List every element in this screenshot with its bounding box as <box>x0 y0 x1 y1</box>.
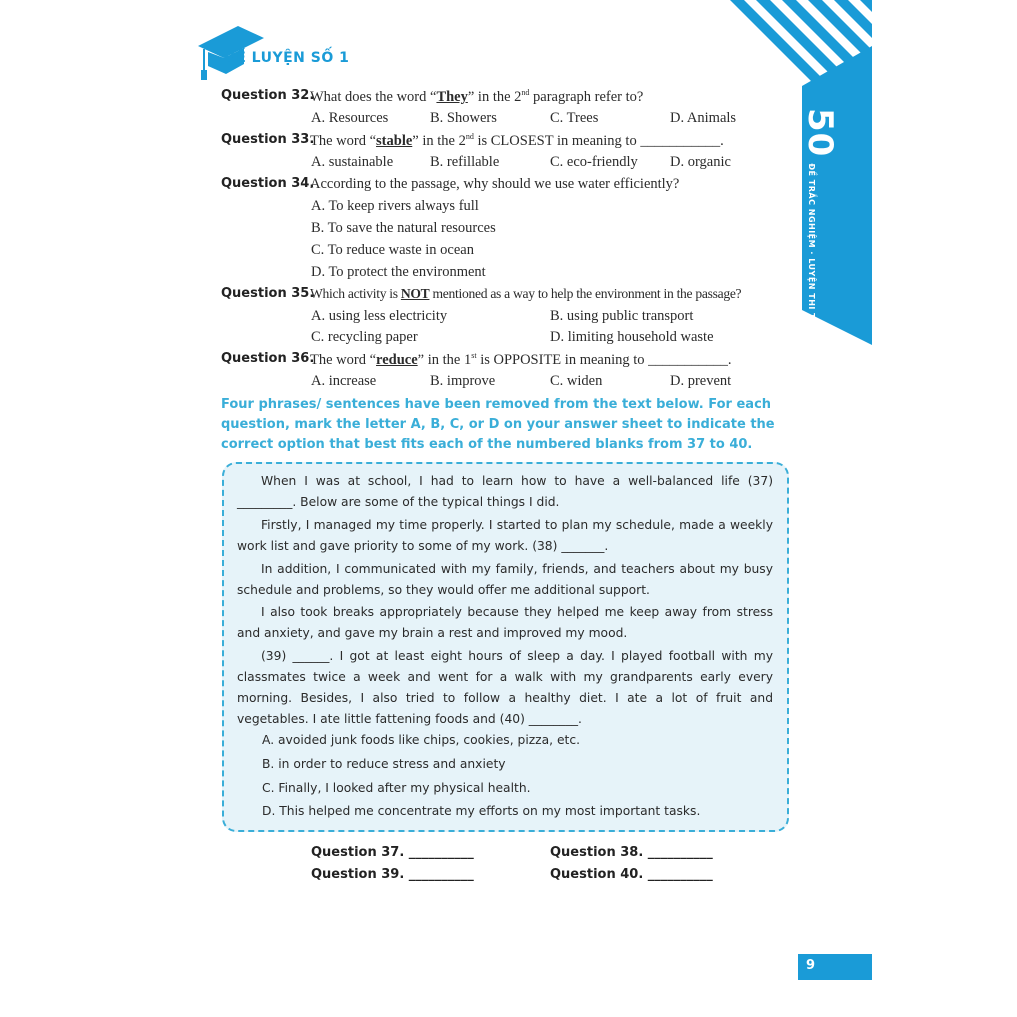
option-d: D. prevent <box>670 373 732 389</box>
page-number-tab <box>798 954 872 980</box>
section-header <box>196 22 366 84</box>
series-number: 50 <box>800 108 840 158</box>
option-b: B. using public transport <box>550 308 694 324</box>
passage-option-b: B. in order to reduce stress and anxiety <box>262 757 506 771</box>
option-d: D. organic <box>670 154 731 170</box>
series-title <box>800 108 846 429</box>
question-text: Which activity is NOT mentioned as a way to help the environment in the passage? <box>310 286 742 301</box>
option-d: D. To protect the environment <box>311 264 486 280</box>
question-number: Question 35. <box>221 286 315 301</box>
answer-38[interactable]: Question 38. __________ <box>550 845 713 860</box>
option-a: A. Resources <box>311 110 389 126</box>
option-c: C. eco-friendly <box>550 154 638 170</box>
option-a: A. sustainable <box>311 154 394 170</box>
question-text: The word “reduce” in the 1st is OPPOSITE in meaning to ___________. <box>310 351 732 368</box>
passage-paragraph-5: (39) ______. I got at least eight hours of sleep a day. I played football with my classmates twice a week and went for a walk with my grandparents early every morning. Besides, I also tried to follow a healthy diet. I ate a lot of fruit and vegetables. I ate little fattening foods and (40) ________. <box>237 649 773 726</box>
option-c: C. Trees <box>550 110 599 126</box>
option-c: C. widen <box>550 373 603 389</box>
question-number: Question 34. <box>221 176 315 191</box>
passage-option-c: C. Finally, I looked after my physical health. <box>262 781 531 795</box>
passage-option-d: D. This helped me concentrate my efforts on my most important tasks. <box>262 804 701 818</box>
section-instruction: Four phrases/ sentences have been removed from the text below. For each question, mark the letter A, B, C, or D on your answer sheet to indicate the correct option that best fits each of the numbered blanks from 37 to 40. <box>221 397 775 452</box>
option-c: C. To reduce waste in ocean <box>311 242 474 258</box>
passage-paragraph-3: In addition, I communicated with my family, friends, and teachers about my busy schedule and problems, so they would offer me additional support. <box>237 562 773 597</box>
passage-paragraph-4: I also took breaks appropriately because they helped me keep away from stress and anxiety, and gave my brain a rest and improved my mood. <box>237 605 773 640</box>
question-number: Question 32. <box>221 88 315 103</box>
page-number: 9 <box>806 958 816 973</box>
option-b: B. To save the natural resources <box>311 220 496 236</box>
option-b: B. Showers <box>430 110 497 126</box>
option-a: A. using less electricity <box>311 308 448 324</box>
series-subtitle: ĐỀ TRẮC NGHIỆM · LUYỆN THI TIẾNG ANH VÀO LỚP 10 <box>807 163 816 429</box>
question-text: What does the word “They” in the 2nd paragraph refer to? <box>310 88 644 105</box>
question-text: According to the passage, why should we use water efficiently? <box>310 176 680 192</box>
option-a: A. increase <box>311 373 377 389</box>
question-number: Question 33. <box>221 132 315 147</box>
option-a: A. To keep rivers always full <box>311 198 479 214</box>
option-d: D. Animals <box>670 110 737 126</box>
option-b: B. refillable <box>430 154 500 170</box>
option-d: D. limiting household waste <box>550 329 714 345</box>
option-c: C. recycling paper <box>311 329 418 345</box>
page-title: ĐỀ LUYỆN SỐ 1 <box>224 50 350 66</box>
passage-option-a: A. avoided junk foods like chips, cookies, pizza, etc. <box>262 733 581 747</box>
passage-paragraph-1: When I was at school, I had to learn how to have a well-balanced life (37) _________. Below are some of the typical things I did. <box>237 474 773 509</box>
answer-40[interactable]: Question 40. __________ <box>550 867 713 882</box>
passage-paragraph-2: Firstly, I managed my time properly. I started to plan my schedule, made a weekly work list and gave priority to some of my work. (38) _______. <box>237 518 773 553</box>
answer-39[interactable]: Question 39. __________ <box>311 867 474 882</box>
question-text: The word “stable” in the 2nd is CLOSEST in meaning to ___________. <box>310 132 724 149</box>
option-b: B. improve <box>430 373 496 389</box>
answer-37[interactable]: Question 37. __________ <box>311 845 474 860</box>
question-number: Question 36. <box>221 351 315 366</box>
